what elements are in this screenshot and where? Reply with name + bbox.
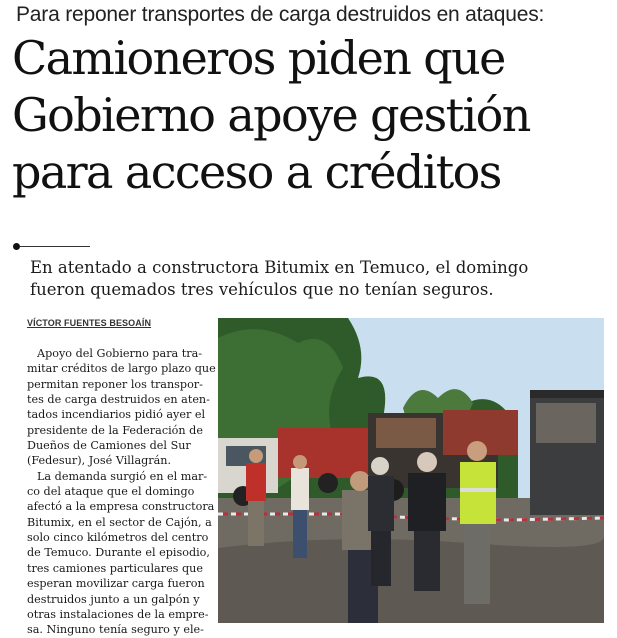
body-line: La demanda surgió en el mar- [37,469,208,483]
person-red-jacket [246,463,266,501]
article-headline [12,30,612,201]
article-byline: VÍCTOR FUENTES BESOAÍN [27,318,152,328]
body-line: tados incendiarios pidió ayer el [27,408,206,422]
lede-line: En atentado a constructora Bitumix en Temuco, el domingo [30,258,529,277]
lede-line: fueron quemados tres vehículos que no tenían seguros. [30,280,494,299]
person-legs [293,510,307,558]
person-legs [371,531,391,586]
body-line: co del ataque que el domingo [27,485,195,499]
person-white-shirt [291,468,309,510]
person-head [249,449,263,463]
vest-stripe [460,488,496,492]
burnt-cab [376,418,436,448]
person-legs [414,531,440,591]
body-line: afectó a la empresa constructora [27,500,215,514]
person-head [467,441,487,461]
person-head [371,457,389,475]
person-head [417,452,437,472]
body-line: Apoyo del Gobierno para tra- [37,347,203,360]
body-line: presidente de la Federación de [27,423,203,437]
body-line: tres camiones particulares que [27,561,203,575]
headline-line: Gobierno apoye gestión [12,88,530,142]
divider-dot [13,243,20,250]
article-body [27,346,217,638]
person-safety-vest [460,462,496,524]
body-line: Bitumix, en el sector de Cajón, a [27,515,212,529]
body-line: solo cinco kilómetros del centro [27,531,209,545]
body-line: de Temuco. Durante el episodio, [27,546,210,560]
wheel [318,473,338,493]
burnt-roof [530,390,604,398]
body-line: Dueños de Camiones del Sur [27,439,191,453]
body-line: tes de carga destruidos en aten- [27,393,210,407]
body-line: sa. Ninguno tenía seguro y ele- [27,623,204,637]
body-line: (Fedesur), José Villagrán. [27,454,172,468]
body-line: permitan reponer los transpor- [27,377,203,391]
person-legs [248,501,264,546]
news-photo [218,318,604,623]
body-line: otras instalaciones de la empre- [27,607,209,621]
body-line: mitar créditos de largo plazo que [27,362,216,376]
article-lede [30,257,610,301]
person-black-jacket [408,473,446,531]
headline-line: para acceso a créditos [12,145,501,199]
headline-line: Camioneros piden que [12,31,505,85]
burnt-cab-right [536,403,596,443]
divider-line [20,246,90,247]
body-line: esperan movilizar carga fueron [27,577,205,591]
person-legs [464,524,490,604]
person-head [293,455,307,469]
ground-shadow [218,538,604,623]
body-line: destruidos junto a un galpón y [27,592,200,606]
photo-scene [218,318,604,623]
person-dark-suit [368,476,394,531]
article-kicker: Para reponer transportes de carga destruidos en ataques: [16,3,545,26]
person-head [350,471,370,491]
